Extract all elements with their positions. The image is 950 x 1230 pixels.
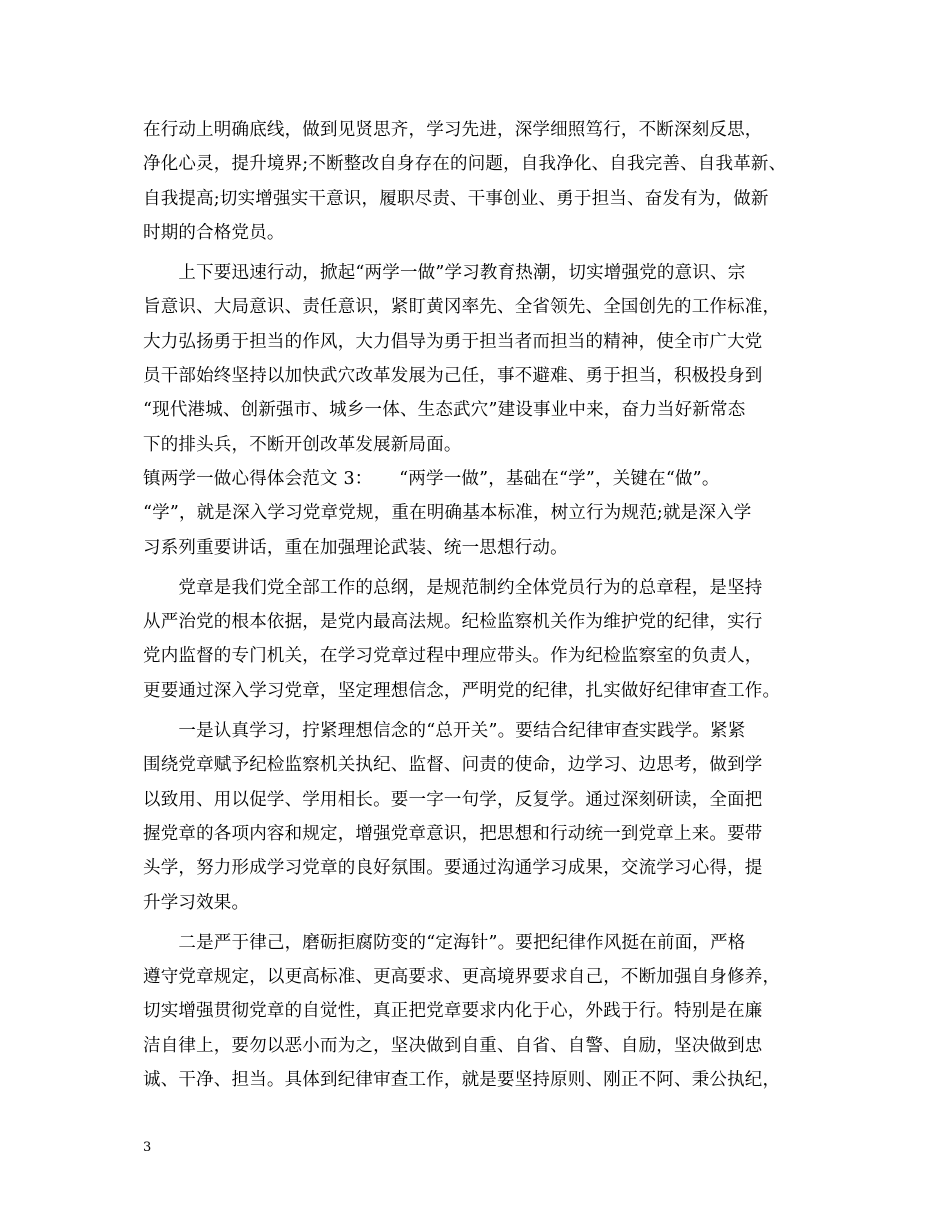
text-line: 以致用、用以促学、学用相长。要一字一句学，反复学。通过深刻研读，全面把 [143, 789, 763, 810]
text-line: 旨意识、大局意识、责任意识，紧盯黄冈率先、全省领先、全国创先的工作标准， [143, 297, 781, 318]
text-line: “学”，就是深入学习党章党规，重在明确基本标准，树立行为规范;就是深入学 [143, 503, 752, 524]
text-line: 从严治党的根本依据，是党内最高法规。纪检监察机关作为维护党的纪律，实行 [143, 612, 763, 633]
text-line: 围绕党章赋予纪检监察机关执纪、监督、问责的使命，边学习、边思考，做到学 [143, 755, 763, 776]
text-line: 二是严于律己，磨砺拒腐防变的“定海针”。要把纪律作风挺在前面，严格 [143, 932, 746, 953]
text-line: 自我提高;切实增强实干意识，履职尽责、干事创业、勇于担当、奋发有为，做新 [143, 188, 769, 209]
document-body [143, 113, 823, 1097]
text-line: 党章是我们党全部工作的总纲，是规范制约全体党员行为的总章程，是坚持 [143, 577, 763, 598]
text-line: 诚、干净、担当。具体到纪律审查工作，就是要坚持原则、刚正不阿、秉公执纪， [143, 1070, 781, 1091]
text-line: 上下要迅速行动，掀起“两学一做”学习教育热潮，切实增强党的意识、宗 [143, 263, 746, 284]
text-line: 时期的合格党员。 [143, 222, 285, 243]
page-number: 3 [143, 1140, 152, 1155]
text-line: 一是认真学习，拧紧理想信念的“总开关”。要结合纪律审查实践学。紧紧 [143, 721, 746, 742]
section-heading-line: 镇两学一做心得体会范文 3： “两学一做”，基础在“学”，关键在“做”。 [143, 468, 720, 489]
text-line: 切实增强贯彻党章的自觉性，真正把党章要求内化于心，外践于行。特别是在廉 [143, 1001, 763, 1022]
text-line: “现代港城、创新强市、城乡一体、生态武穴”建设事业中来，奋力当好新常态 [143, 400, 746, 421]
text-line: 遵守党章规定，以更高标准、更高要求、更高境界要求自己，不断加强自身修养， [143, 967, 781, 988]
text-line: 握党章的各项内容和规定，增强党章意识，把思想和行动统一到党章上来。要带 [143, 823, 763, 844]
text-line: 头学，努力形成学习党章的良好氛围。要通过沟通学习成果，交流学习心得，提 [143, 858, 763, 879]
text-line: 升学习效果。 [143, 892, 250, 913]
text-line: 党内监督的专门机关，在学习党章过程中理应带头。作为纪检监察室的负责人， [143, 646, 763, 667]
text-line: 洁自律上，要勿以恶小而为之，坚决做到自重、自省、自警、自励，坚决做到忠 [143, 1035, 763, 1056]
text-line: 员干部始终坚持以加快武穴改革发展为己任，事不避难、勇于担当，积极投身到 [143, 366, 763, 387]
text-line: 习系列重要讲话，重在加强理论武装、统一思想行动。 [143, 537, 568, 558]
text-line: 下的排头兵，不断开创改革发展新局面。 [143, 434, 462, 455]
text-line: 在行动上明确底线，做到见贤思齐，学习先进，深学细照笃行，不断深刻反思， [143, 120, 763, 140]
text-line: 净化心灵，提升境界;不断整改自身存在的问题，自我净化、自我完善、自我革新、 [143, 154, 787, 175]
text-line: 大力弘扬勇于担当的作风，大力倡导为勇于担当者而担当的精神，使全市广大党 [143, 331, 763, 352]
text-line: 更要通过深入学习党章，坚定理想信念，严明党的纪律，扎实做好纪律审查工作。 [143, 680, 781, 701]
